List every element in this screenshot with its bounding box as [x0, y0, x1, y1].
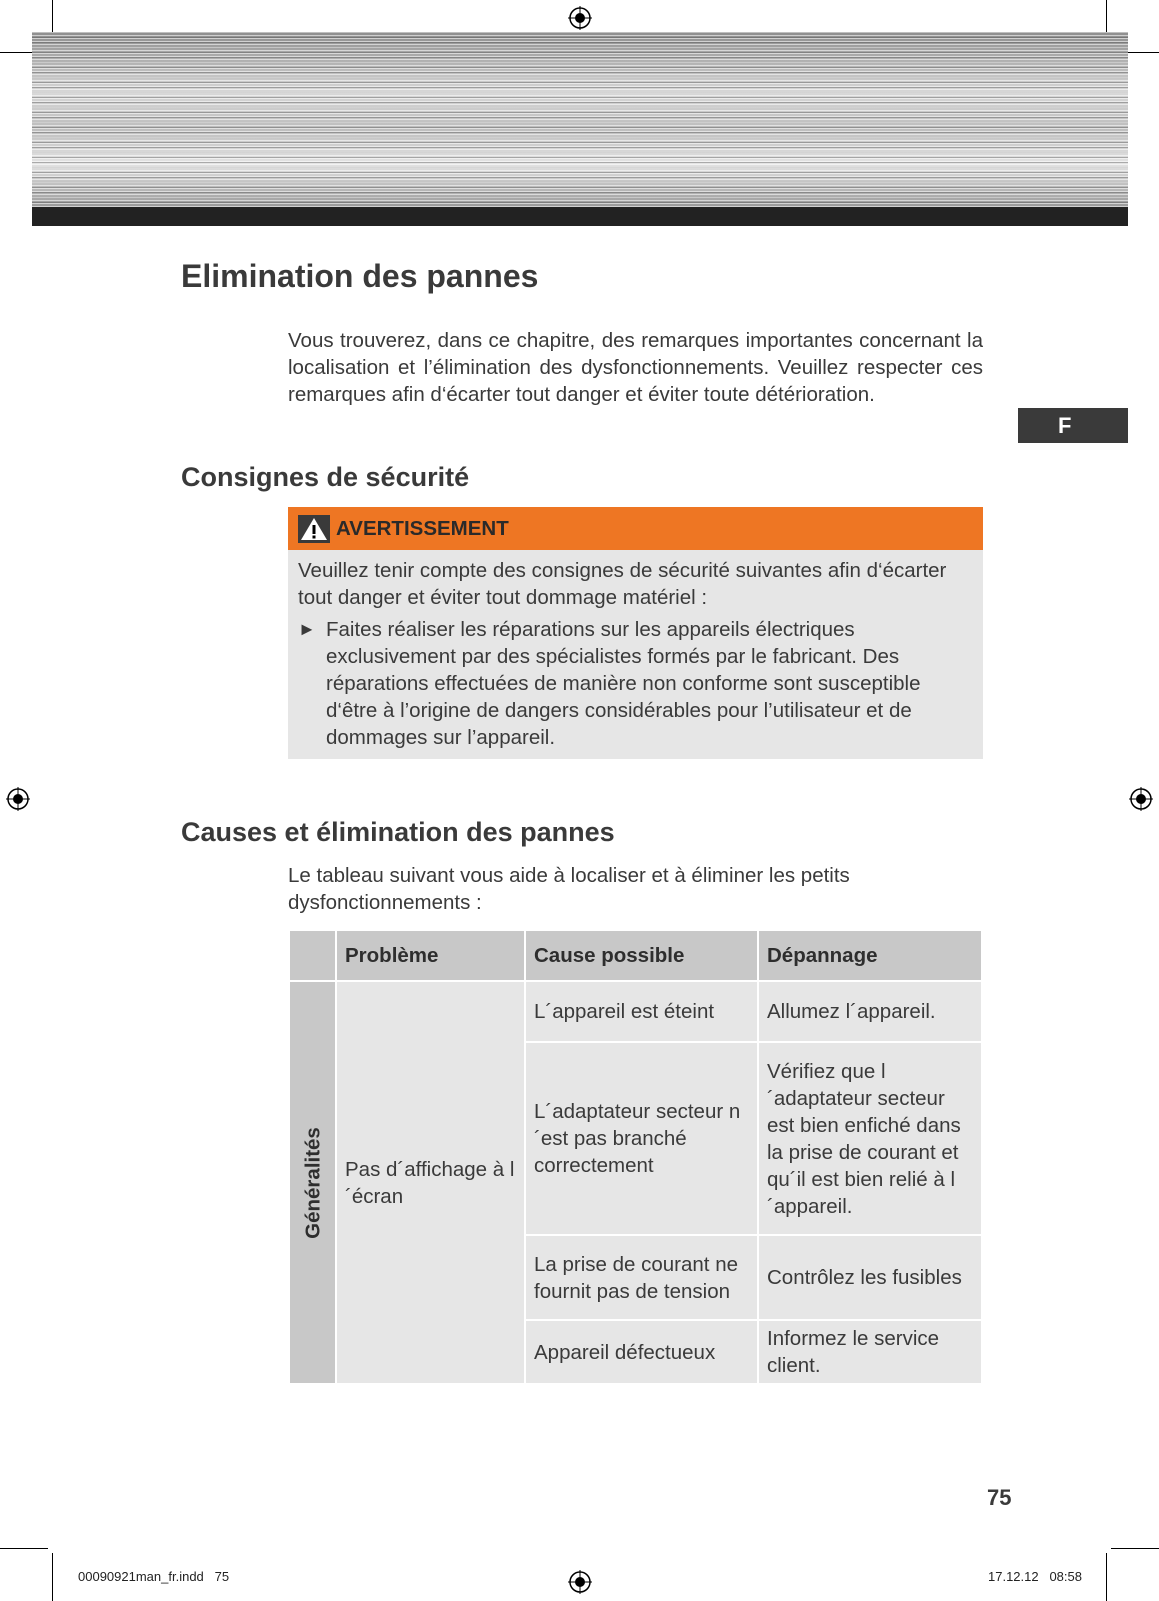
cause-cell: L´adaptateur secteur n´est pas branché correctement [525, 1042, 758, 1235]
category-cell [289, 981, 336, 1384]
warning-text: Veuillez tenir compte des consignes de sécurité suivantes afin d‘écarter tout danger et éviter tout dommage matériel : [298, 559, 947, 609]
footer-date-slug: 17.12.12 08:58 [988, 1569, 1082, 1584]
warning-bullet [298, 616, 971, 751]
problem-cell: Pas d´affichage à l´écran [336, 981, 525, 1384]
language-tab: F [1018, 408, 1128, 443]
table-intro: Le tableau suivant vous aide à localiser et à éliminer les petits dysfonctionnements : [288, 864, 850, 914]
page-number: 75 [987, 1485, 1012, 1510]
cause-cell: L´appareil est éteint [525, 981, 758, 1042]
table-header-cause: Cause possible [525, 930, 758, 981]
bullet-arrow-icon: ► [298, 619, 316, 639]
crop-mark [1106, 1553, 1107, 1601]
page-title: Elimination des pannes [181, 258, 539, 294]
cause-cell: Appareil défectueux [525, 1320, 758, 1384]
footer-file-slug: 00090921man_fr.indd 75 [78, 1569, 230, 1584]
troubleshooting-table [288, 929, 983, 1385]
fix-cell: Informez le service client. [758, 1320, 982, 1384]
crop-mark [1111, 1548, 1159, 1549]
cause-cell: La prise de courant ne fournit pas de tension [525, 1235, 758, 1320]
fix-cell: Vérifiez que l´adaptateur secteur est bien enfiché dans la prise de courant et qu´il est bien relié à l´appareil. [758, 1042, 982, 1235]
causes-heading: Causes et élimination des pannes [181, 817, 615, 847]
registration-mark-icon [6, 787, 30, 811]
warning-triangle-icon [298, 515, 330, 543]
warning-header [288, 507, 983, 550]
crop-mark [52, 1553, 53, 1601]
fix-cell: Contrôlez les fusibles [758, 1235, 982, 1320]
table-header-fix: Dépannage [758, 930, 982, 981]
registration-mark-icon [568, 1570, 592, 1594]
registration-mark-icon [568, 6, 592, 30]
table-header-empty [289, 930, 336, 981]
registration-mark-icon [1129, 787, 1153, 811]
warning-box [288, 507, 983, 759]
header-dark-bar [32, 207, 1128, 226]
fix-cell: Allumez l´appareil. [758, 981, 982, 1042]
category-label: Généralités [301, 1126, 324, 1239]
table-row [289, 981, 982, 1042]
crop-mark [0, 1548, 48, 1549]
warning-label: AVERTISSEMENT [336, 516, 509, 540]
warning-bullet-text: Faites réaliser les réparations sur les appareils électriques exclusivement par des spécialistes formés par le fabricant. Des réparations effectuées de manière non conforme sont susceptible d‘être à l’origine de dangers considérables pour l’utilisateur et de dommages sur l’appareil. [326, 618, 921, 749]
safety-heading: Consignes de sécurité [181, 462, 470, 492]
intro-paragraph: Vous trouverez, dans ce chapitre, des remarques importantes concernant la localisation et l’élimination des dysfonctionnements. Veuillez respecter ces remarques afin d‘écarter tout danger et éviter toute détérioration. [288, 329, 983, 406]
table-header-row [289, 930, 982, 981]
table-header-problem: Problème [336, 930, 525, 981]
header-metal-banner [32, 32, 1128, 207]
